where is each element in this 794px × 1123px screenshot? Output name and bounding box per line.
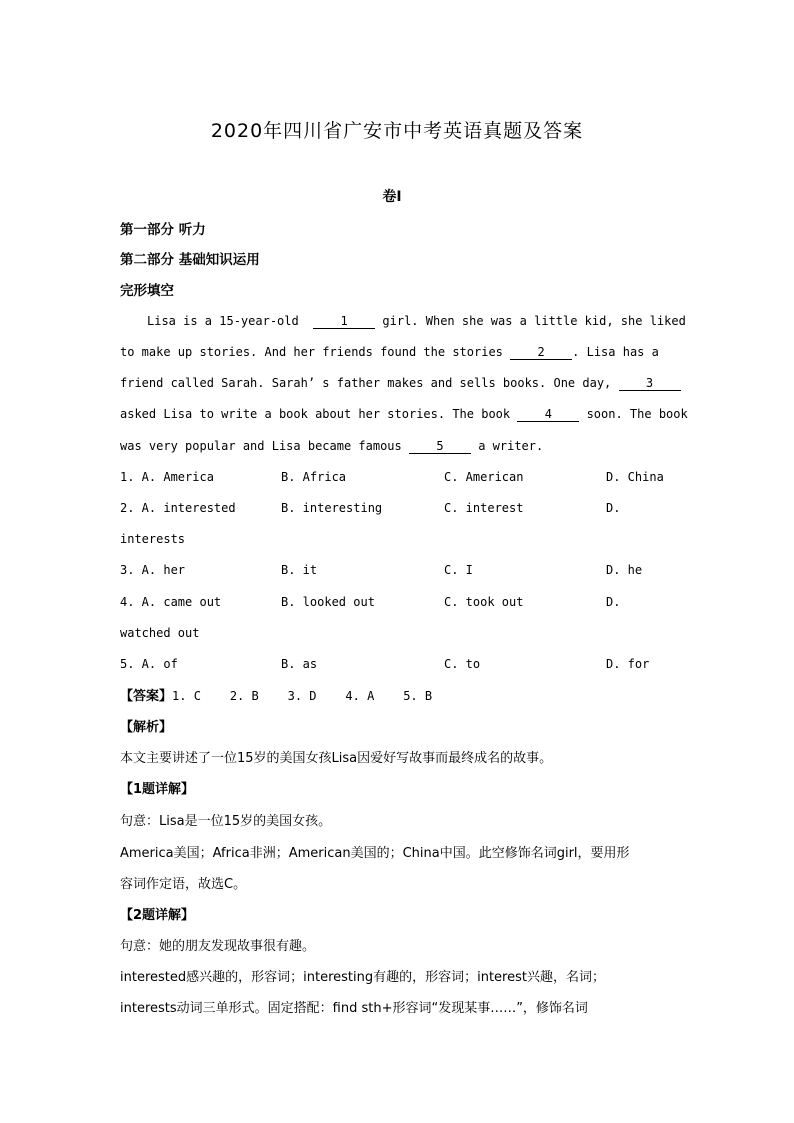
answer-line xyxy=(120,685,432,704)
option-a: 1. A. America xyxy=(120,470,214,484)
option-d: D. xyxy=(606,595,621,609)
question-2-option-d-wrap: interests xyxy=(120,532,186,546)
passage-text: friend called Sarah. Sarah’ s father makes and sells books. One day, xyxy=(120,376,619,390)
part1-heading: 第一部分 听力 xyxy=(120,222,206,238)
option-a: 3. A. her xyxy=(120,563,186,577)
passage-line-4 xyxy=(120,407,688,422)
passage-line-5 xyxy=(120,439,543,454)
option-c: C. I xyxy=(444,563,473,577)
option-c: C. American xyxy=(444,470,524,484)
blank-1: 1 xyxy=(313,315,375,329)
q1-detail-line-1: America美国；Africa非洲；American美国的；China中国。此空修饰名词girl，要用形 xyxy=(120,846,630,861)
question-3-options xyxy=(120,563,680,579)
option-c: C. interest xyxy=(444,501,524,515)
option-c: C. took out xyxy=(444,595,524,609)
question-4-option-d-wrap: watched out xyxy=(120,626,200,640)
passage-text: to make up stories. And her friends found the stories xyxy=(120,345,511,359)
volume-heading: 卷I xyxy=(382,189,402,205)
question-1-options xyxy=(120,470,680,486)
q2-detail-label: 【2题详解】 xyxy=(120,908,195,923)
q2-detail-line-2: interests动词三单形式。固定搭配：find sth+形容词“发现某事……”，修饰名词 xyxy=(120,1001,588,1016)
option-d: D. for xyxy=(606,657,650,671)
analysis-label: 【解析】 xyxy=(120,720,173,735)
answer-label: 【答案】 xyxy=(120,689,173,704)
option-b: B. it xyxy=(281,563,318,577)
option-b: B. as xyxy=(281,657,318,671)
q2-detail-line-1: interested感兴趣的，形容词；interesting有趣的，形容词；interest兴趣，名词； xyxy=(120,970,605,985)
option-d: D. xyxy=(606,501,621,515)
passage-text: was very popular and Lisa became famous xyxy=(120,439,409,453)
cloze-heading: 完形填空 xyxy=(120,283,174,299)
analysis-text: 本文主要讲述了一位15岁的美国女孩Lisa因爱好写故事而最终成名的故事。 xyxy=(120,751,553,766)
blank-4: 4 xyxy=(517,408,579,422)
option-a: 2. A. interested xyxy=(120,501,236,515)
option-a: 5. A. of xyxy=(120,657,178,671)
part2-heading: 第二部分 基础知识运用 xyxy=(120,252,260,268)
blank-2: 2 xyxy=(510,346,572,360)
option-a: 4. A. came out xyxy=(120,595,222,609)
passage-line-3 xyxy=(120,376,681,391)
option-d: D. China xyxy=(606,470,664,484)
passage-text: . Lisa has a xyxy=(572,345,659,359)
passage-line-1 xyxy=(147,314,686,329)
passage-text: girl. When she was a little kid, she liked xyxy=(375,314,686,328)
passage-text: Lisa is a 15-year-old xyxy=(147,314,314,328)
answer-values: 1. C 2. B 3. D 4. A 5. B xyxy=(172,689,433,703)
option-b: B. looked out xyxy=(281,595,375,609)
question-2-options xyxy=(120,501,680,517)
q1-meaning: 句意：Lisa是一位15岁的美国女孩。 xyxy=(120,814,332,829)
q2-meaning: 句意：她的朋友发现故事很有趣。 xyxy=(120,939,316,954)
q1-detail-line-2: 容词作定语，故选C。 xyxy=(120,877,247,892)
option-d: D. he xyxy=(606,563,643,577)
blank-3: 3 xyxy=(619,377,681,391)
document-title: 2020年四川省广安市中考英语真题及答案 xyxy=(210,120,584,142)
question-5-options xyxy=(120,657,680,673)
passage-text: a writer. xyxy=(470,439,544,453)
option-b: B. Africa xyxy=(281,470,347,484)
option-c: C. to xyxy=(444,657,481,671)
question-4-options xyxy=(120,595,680,611)
passage-text: asked Lisa to write a book about her stories. The book xyxy=(120,407,518,421)
passage-text: soon. The book xyxy=(579,407,688,421)
blank-5: 5 xyxy=(409,440,471,454)
option-b: B. interesting xyxy=(281,501,383,515)
passage-line-2 xyxy=(120,345,659,360)
q1-detail-label: 【1题详解】 xyxy=(120,782,195,797)
